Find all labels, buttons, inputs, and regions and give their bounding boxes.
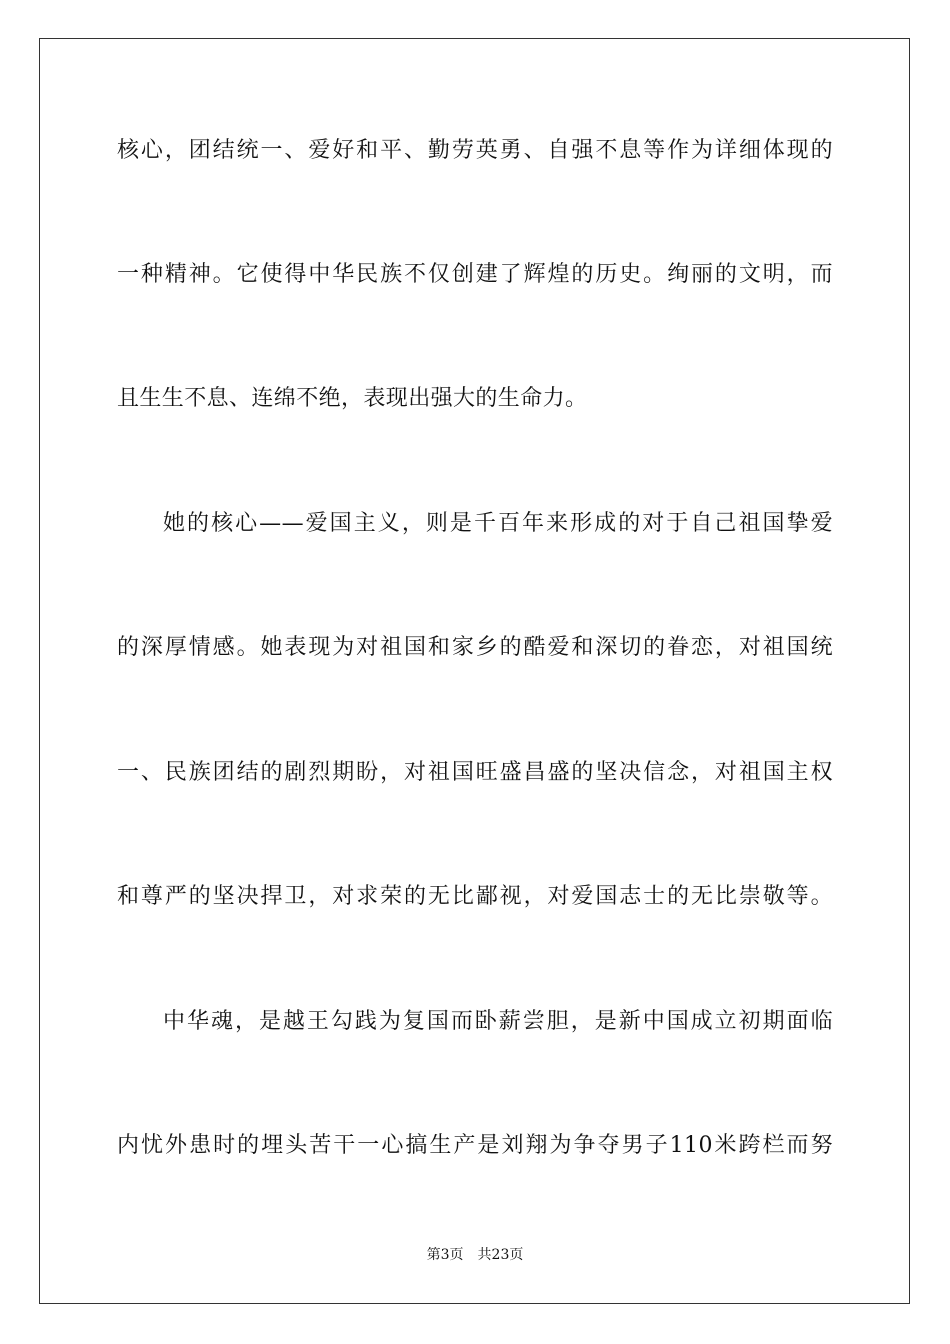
paragraph-line-4: 她的核心——爱国主义，则是千百年来形成的对于自己祖国挚爱 [163, 511, 833, 536]
paragraph-line-3: 且生生不息、连绵不绝，表现出强大的生命力。 [117, 386, 588, 411]
paragraph-line-7: 和尊严的坚决捍卫，对求荣的无比鄙视，对爱国志士的无比崇敬等。 [117, 884, 833, 909]
paragraph-line-6: 一、民族团结的剧烈期盼，对祖国旺盛昌盛的坚决信念，对祖国主权 [117, 760, 833, 785]
paragraph-line-1: 核心，团结统一、爱好和平、勤劳英勇、自强不息等作为详细体现的 [117, 138, 833, 163]
total-pages: 共23页 [477, 1247, 524, 1263]
page-border [39, 38, 910, 1304]
paragraph-line-5: 的深厚情感。她表现为对祖国和家乡的酷爱和深切的眷恋，对祖国统 [117, 635, 833, 660]
paragraph-line-2: 一种精神。它使得中华民族不仅创建了辉煌的历史。绚丽的文明，而 [117, 262, 833, 287]
paragraph-line-9: 内忧外患时的埋头苦干一心搞生产是刘翔为争夺男子110米跨栏而努 [117, 1133, 833, 1158]
page-footer [0, 1246, 950, 1264]
paragraph-line-8: 中华魂，是越王勾践为复国而卧薪尝胆，是新中国成立初期面临 [163, 1009, 833, 1034]
page-number: 第3页 [426, 1247, 464, 1263]
